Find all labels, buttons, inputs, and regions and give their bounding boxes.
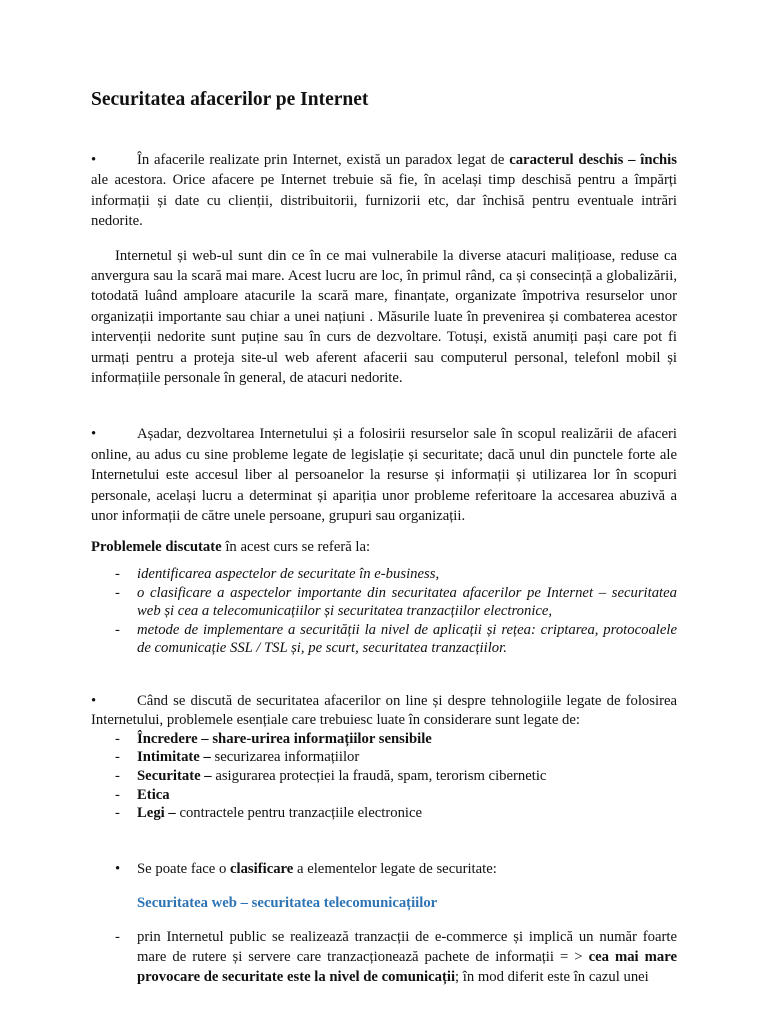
list-item: - prin Internetul public se realizează tranzacții de e-commerce și implică un număr foarte mare de rutere și servere care tranzacționează pachete de informații = > cea mai mare provocare de securitate este la nivel de comunicații; în mod diferit este în cazul unei	[115, 928, 677, 985]
dash-marker: -	[115, 565, 120, 582]
list-item: - Etica	[115, 786, 170, 803]
telecom-list	[91, 927, 677, 987]
dash-marker: -	[115, 730, 120, 747]
list-item: - Încredere – share-urirea informațiilor sensibile	[115, 730, 432, 747]
bullet-icon: •	[91, 152, 97, 168]
document-title: Securitatea afacerilor pe Internet	[91, 89, 369, 110]
essential-problems-list	[91, 730, 677, 823]
paradox-text-end: ale acestora. Orice afacere pe Internet trebuie să fie, în același timp deschisă pentru a împărți informații și date cu clienții, distribuitorii, furnizorii etc, dar închisă pentru eventuale intrări nedorite.	[91, 172, 677, 230]
list-item: - o clasificare a aspectelor importante din securitatea afacerilor pe Internet – securitatea web și cea a telecomunicațiilor și securitatea tranzacțiilor electronice,	[115, 584, 677, 620]
paragraph-vulnerabilities: Internetul și web-ul sunt din ce în ce mai vulnerabile la diverse atacuri malițioase, reduse ca anvergura sau la scară mai mare. Acest lucru are loc, în primul rând, ca și consecință a globalizării, totodată luând amploare atacurile la scară mare, finanțate, organizate împotriva resurselor unor organizații importante sau chiar a unei națiuni . Măsurile luate în prevenirea și combaterea acestor intervenții nedorite sunt puține sau în curs de dezvoltare. Totuși, există anumiți pași care pot fi urmați pentru a proteja site-ul web aferent afacerii sau computerul personal, telefonl mobil și informațiile personale în general, de atacuri nedorite.	[91, 247, 677, 387]
list-item: - Securitate – asigurarea protecției la fraudă, spam, terorism cibernetic	[115, 768, 547, 785]
list-item: - Legi – contractele pentru tranzacțiile electronice	[115, 805, 423, 822]
web-security-heading: Securitatea web – securitatea telecomunicațiilor	[137, 894, 438, 911]
paragraph-paradox	[91, 150, 677, 232]
list-item: - identificarea aspectelor de securitate în e-business,	[115, 565, 440, 582]
paragraph-classification: • Se poate face o clasificare a elementelor legate de securitate:	[115, 860, 497, 877]
dash-marker: -	[115, 786, 120, 803]
paradox-bold-term: caracterul deschis – închis	[509, 152, 677, 168]
paradox-text-start: În afacerile realizate prin Internet, există un paradox legat de	[137, 152, 510, 168]
problems-rest: în acest curs se referă la:	[221, 538, 371, 555]
essential-text: Când se discută de securitatea afacerilor on line și despre tehnologiile legate de folosirea Internetului, problemele esențiale care trebuiesc luate în considerare sunt legate de:	[91, 692, 677, 728]
paragraph-legislation	[91, 424, 677, 526]
classification-bold: clasificare	[229, 860, 294, 877]
dash-marker: -	[115, 805, 120, 822]
bullet-icon: •	[91, 426, 97, 443]
paragraph-essential-problems	[91, 692, 677, 730]
list-item: - metode de implementare a securității la nivel de aplicații și rețea: criptarea, protocoalele de comunicație SSL / TSL și, pe scurt, securitatea tranzacțiilor.	[115, 621, 677, 657]
dash-marker: -	[115, 928, 120, 945]
bullet-icon: •	[91, 692, 97, 709]
bullet-icon: •	[115, 860, 121, 877]
telecom-bold: cea mai mare provocare de securitate este la nivel de comunicații	[137, 948, 677, 985]
dash-marker: -	[115, 584, 120, 601]
legislation-text: Așadar, dezvoltarea Internetului și a folosirii resurselor sale în scopul realizării de afaceri online, au adus cu sine probleme legate de legislație și securitate; dacă unul din punctele forte ale Internetului este accesul liber al persoanelor la resurse și informații și utilizarea lor în scopuri personale, același lucru a determinat și apariția unor probleme referitoare la accesarea abuzivă a unor informații de către unele persoane, grupuri sau organizații.	[91, 426, 677, 525]
course-topics-list	[91, 565, 677, 658]
dash-marker: -	[115, 749, 120, 766]
problems-bold: Problemele discutate	[91, 538, 222, 555]
list-item: - Intimitate – securizarea informațiilor	[115, 749, 360, 766]
dash-marker: -	[115, 621, 120, 638]
paragraph-problems-intro	[91, 537, 677, 557]
dash-marker: -	[115, 768, 120, 785]
